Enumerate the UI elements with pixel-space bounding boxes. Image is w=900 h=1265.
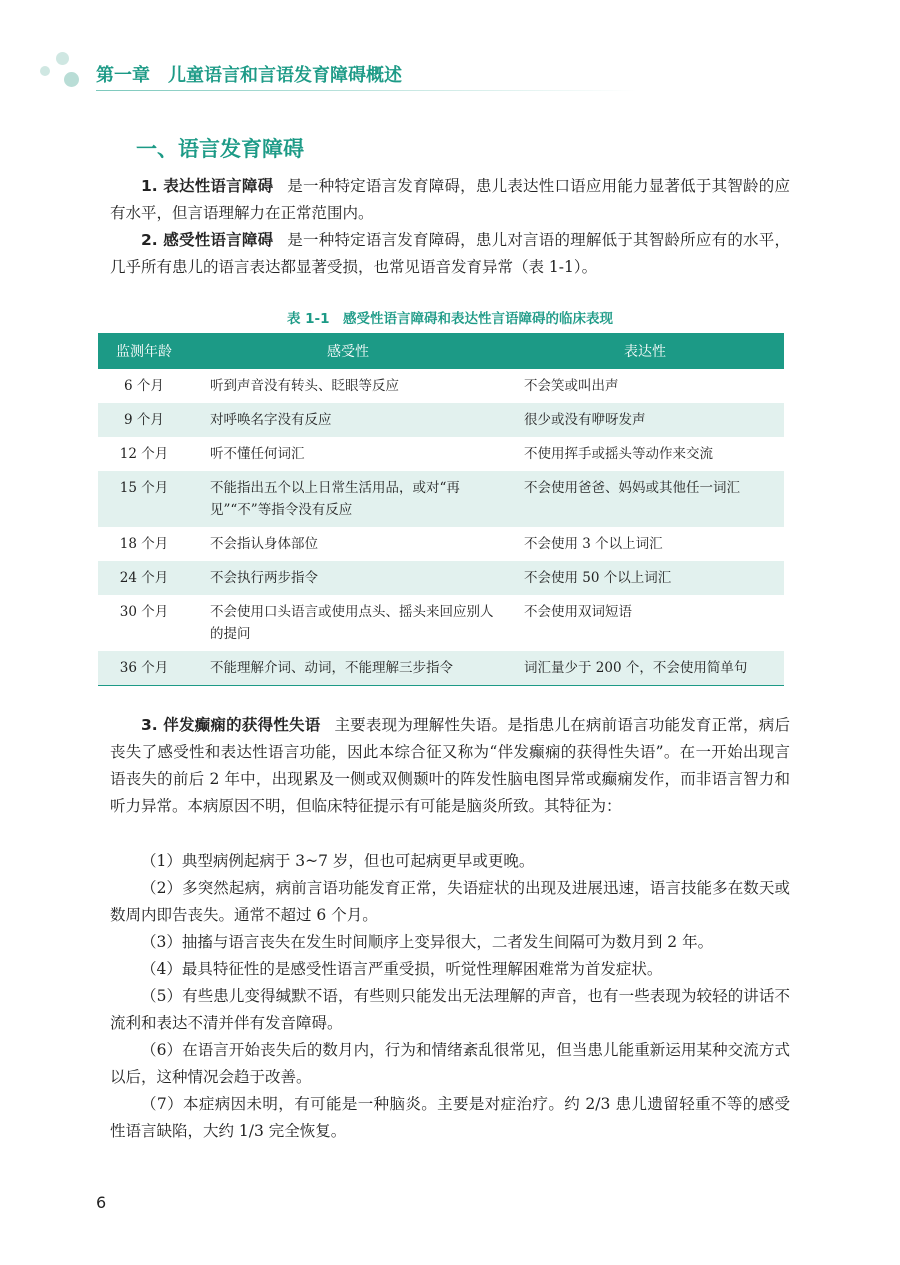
cell-age: 18 个月 [119,536,169,552]
cell-expressive: 不会笑或叫出声 [524,378,619,394]
feature-item: （2）多突然起病，病前言语功能发育正常，失语症状的出现及进展迅速，语言技能多在数天或数周内即告丧失。通常不超过 6 个月。 [110,879,790,924]
header-divider [96,90,636,91]
feature-item: （1）典型病例起病于 3~7 岁，但也可起病更早或更晚。 [141,852,535,870]
term-label: 2. 感受性语言障碍 [141,231,274,249]
feature-item: （5）有些患儿变得缄默不语，有些则只能发出无法理解的声音，也有一些表现为较轻的讲话不流利和表达不清并伴有发音障碍。 [110,987,790,1032]
term-label: 1. 表达性语言障碍 [141,177,274,195]
paragraph-expressive-disorder [110,173,790,227]
table-caption: 表 1-1 感受性语言障碍和表达性言语障碍的临床表现 [286,311,614,327]
page-number: 6 [96,1193,107,1212]
table-row [98,471,784,527]
cell-expressive: 不会使用 3 个以上词汇 [524,536,663,552]
section-title: 一、语言发育障碍 [136,137,304,161]
table-row [98,437,784,471]
cell-age: 9 个月 [98,403,190,437]
header-receptive: 感受性 [190,333,506,369]
table-header-row [98,333,784,369]
table-row [98,651,784,686]
table-row [98,527,784,561]
cell-receptive: 对呼唤名字没有反应 [190,403,506,437]
feature-item: （7）本症病因未明，有可能是一种脑炎。主要是对症治疗。约 2/3 患儿遗留轻重不等的感受性语言缺陷，大约 1/3 完全恢复。 [110,1095,790,1140]
feature-item: （3）抽搐与语言丧失在发生时间顺序上变异很大，二者发生间隔可为数月到 2 年。 [141,933,714,951]
cell-age: 15 个月 [98,471,190,527]
cell-expressive: 不使用挥手或摇头等动作来交流 [524,446,713,462]
term-label: 3. 伴发癫痫的获得性失语 [141,716,321,734]
cell-age: 24 个月 [98,561,190,595]
cell-expressive: 不会使用 50 个以上词汇 [506,561,784,595]
cell-receptive: 不能理解介词、动词，不能理解三步指令 [190,651,506,686]
cell-receptive: 不能指出五个以上日常生活用品，或对“再见”“不”等指令没有反应 [190,471,506,527]
paragraph-text: 主要表现为理解性失语。是指患儿在病前语言功能发育正常，病后丧失了感受性和表达性语言功能，因此本综合征又称为“伴发癫痫的获得性失语”。在一开始出现言语丧失的前后 2 年中，出现累及一侧或双侧颞叶的阵发性脑电图异常或癫痫发作，而非语言智力和听力异常。本病原因不明，但临床特征提示有可能是脑炎所致。其特征为： [110,716,790,815]
paragraph-text: 是一种特定语言发育障碍，患儿表达性口语应用能力显著低于其智龄的应有水平，但言语理解力在正常范围内。 [110,177,790,222]
cell-age: 6 个月 [124,378,164,394]
cell-receptive: 不会指认身体部位 [210,536,318,552]
cell-expressive: 不会使用双词短语 [524,604,632,620]
header-age: 监测年龄 [98,333,190,369]
paragraph-text: 是一种特定语言发育障碍，患儿对言语的理解低于其智龄所应有的水平，几乎所有患儿的语言表达都显著受损，也常见语音发育异常（表 1-1）。 [110,231,790,276]
cell-expressive: 词汇量少于 200 个，不会使用简单句 [506,651,784,686]
cell-age: 30 个月 [119,604,169,620]
clinical-table [98,333,784,686]
cell-receptive: 听不懂任何词汇 [210,446,305,462]
cell-age: 36 个月 [98,651,190,686]
header-expressive: 表达性 [506,333,784,369]
chapter-title: 第一章 儿童语言和言语发育障碍概述 [96,65,402,86]
cell-receptive: 不会使用口头语言或使用点头、摇头来回应别人的提问 [210,604,494,642]
table-row [98,403,784,437]
cell-receptive: 不会执行两步指令 [190,561,506,595]
paragraph-receptive-disorder [110,227,790,281]
cell-expressive: 很少或没有咿呀发声 [506,403,784,437]
page-header [0,0,900,100]
cell-expressive: 不会使用爸爸、妈妈或其他任一词汇 [506,471,784,527]
cell-age: 12 个月 [119,446,169,462]
feature-item: （4）最具特征性的是感受性语言严重受损，听觉性理解困难常为首发症状。 [141,960,663,978]
decorative-dots [34,48,94,88]
cell-receptive: 听到声音没有转头、眨眼等反应 [210,378,399,394]
feature-item: （6）在语言开始丧失后的数月内，行为和情绪紊乱很常见，但当患儿能重新运用某种交流方式以后，这种情况会趋于改善。 [110,1041,790,1086]
table-row [98,561,784,595]
table-row [98,595,784,651]
table-row [98,369,784,403]
paragraph-acquired-aphasia [110,712,790,820]
